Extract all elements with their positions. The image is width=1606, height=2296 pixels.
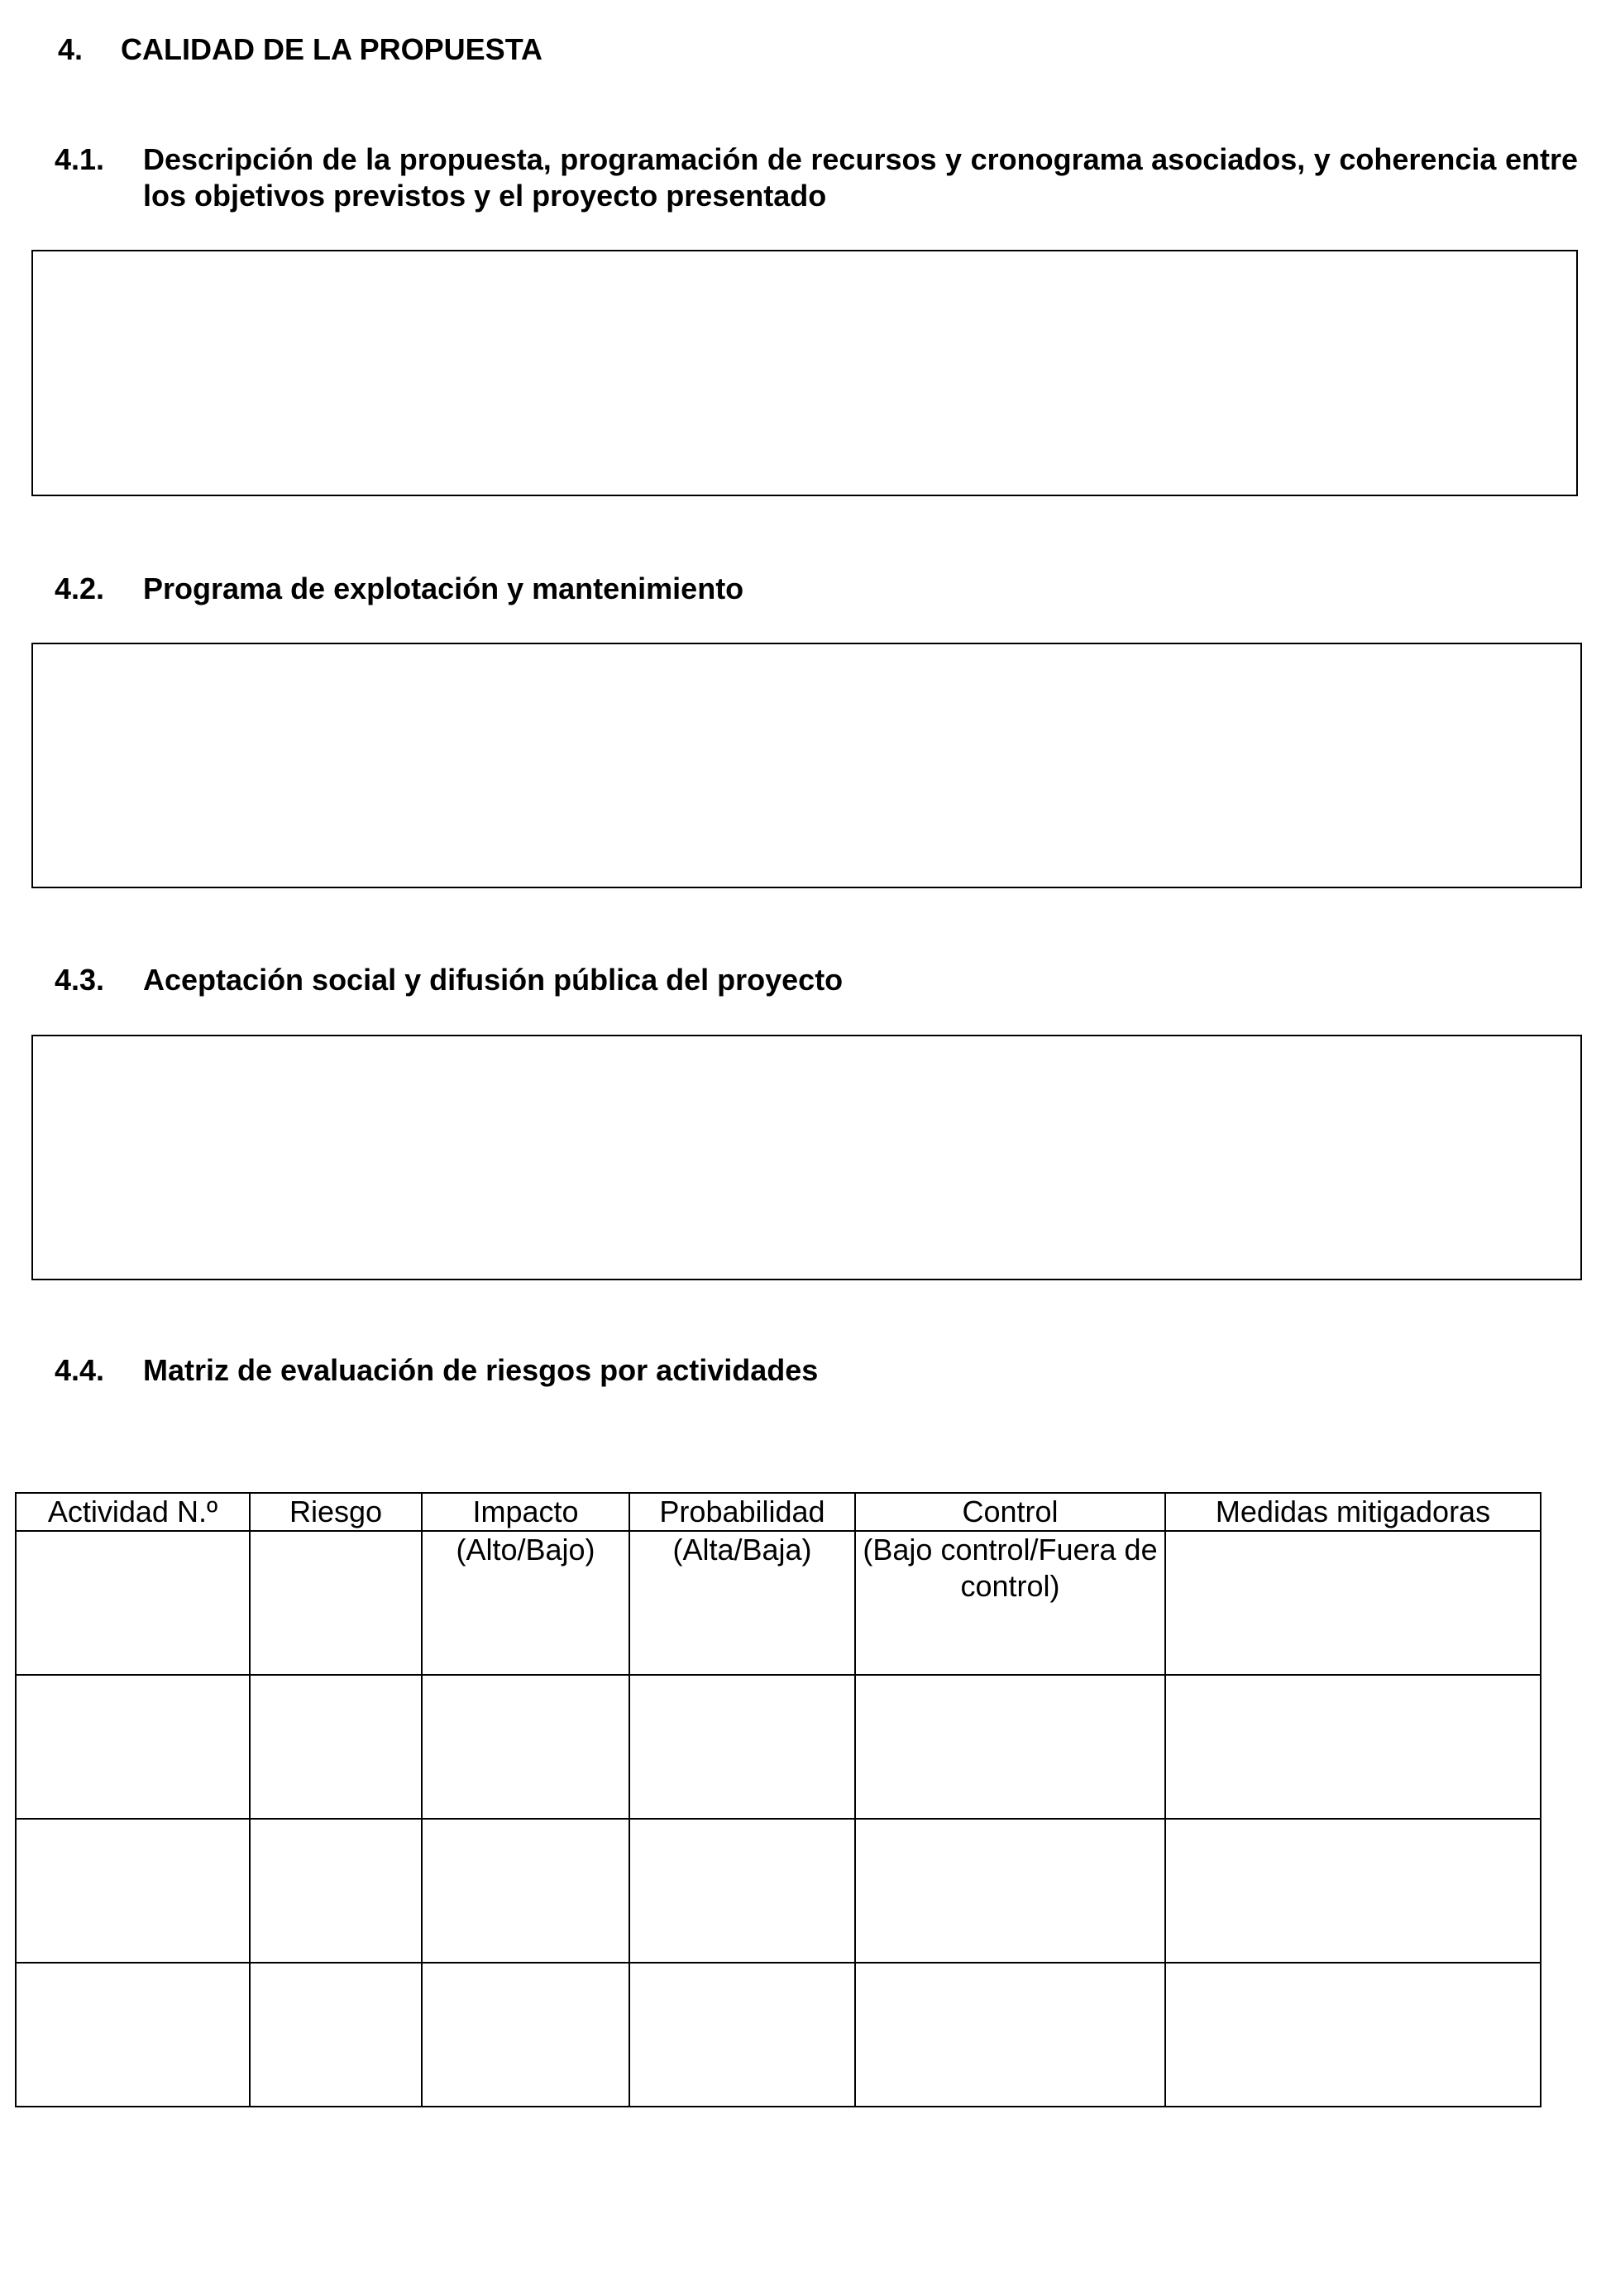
subsection-number-4-2: 4.2. [55,572,105,605]
impacto-hint-cell[interactable]: (Alto/Bajo) [422,1531,629,1675]
table-row [16,1675,1541,1819]
header-actividad: Actividad N.º [16,1493,250,1531]
description-answer-box[interactable] [31,250,1578,496]
table-cell[interactable] [422,1819,629,1963]
table-cell[interactable] [16,1819,250,1963]
header-impacto: Impacto [422,1493,629,1531]
table-cell[interactable] [422,1675,629,1819]
table-cell[interactable] [250,1531,422,1675]
table-cell[interactable] [16,1675,250,1819]
table-cell[interactable] [422,1963,629,2107]
section-number: 4. [58,32,84,66]
probabilidad-hint-cell[interactable]: (Alta/Baja) [629,1531,855,1675]
section-title: CALIDAD DE LA PROPUESTA [121,32,543,66]
table-cell[interactable] [629,1675,855,1819]
subsection-number-4-1: 4.1. [55,142,105,176]
table-cell[interactable] [250,1819,422,1963]
subsection-title-4-1: Descripción de la propuesta, programación de recursos y cronograma asociados, y coherencia entre los objetivos previstos y el proyecto presentado [143,142,1578,213]
table-cell[interactable] [855,1675,1165,1819]
header-medidas-mitigadoras: Medidas mitigadoras [1165,1493,1541,1531]
control-hint-cell[interactable]: (Bajo control/Fuera de control) [855,1531,1165,1675]
table-cell[interactable] [250,1963,422,2107]
table-cell[interactable] [1165,1531,1541,1675]
table-row [16,1963,1541,2107]
subsection-number-4-3: 4.3. [55,963,105,997]
header-riesgo: Riesgo [250,1493,422,1531]
table-cell[interactable] [629,1963,855,2107]
subsection-title-4-4: Matriz de evaluación de riesgos por actividades [143,1353,819,1387]
table-cell[interactable] [1165,1675,1541,1819]
table-cell[interactable] [250,1675,422,1819]
table-cell[interactable] [855,1963,1165,2107]
operation-maintenance-answer-box[interactable] [31,643,1582,888]
table-row [16,1819,1541,1963]
social-acceptance-answer-box[interactable] [31,1035,1582,1280]
header-control: Control [855,1493,1165,1531]
table-cell[interactable] [16,1531,250,1675]
risk-matrix-table [15,1492,1541,2107]
subsection-title-4-2: Programa de explotación y mantenimiento [143,572,744,605]
table-cell[interactable] [629,1819,855,1963]
table-row [16,1531,1541,1675]
risk-matrix-header-row [16,1493,1541,1531]
header-probabilidad: Probabilidad [629,1493,855,1531]
table-cell[interactable] [1165,1819,1541,1963]
subsection-number-4-4: 4.4. [55,1353,105,1387]
table-cell[interactable] [1165,1963,1541,2107]
subsection-title-4-3: Aceptación social y difusión pública del proyecto [143,963,844,997]
table-cell[interactable] [16,1963,250,2107]
table-cell[interactable] [855,1819,1165,1963]
